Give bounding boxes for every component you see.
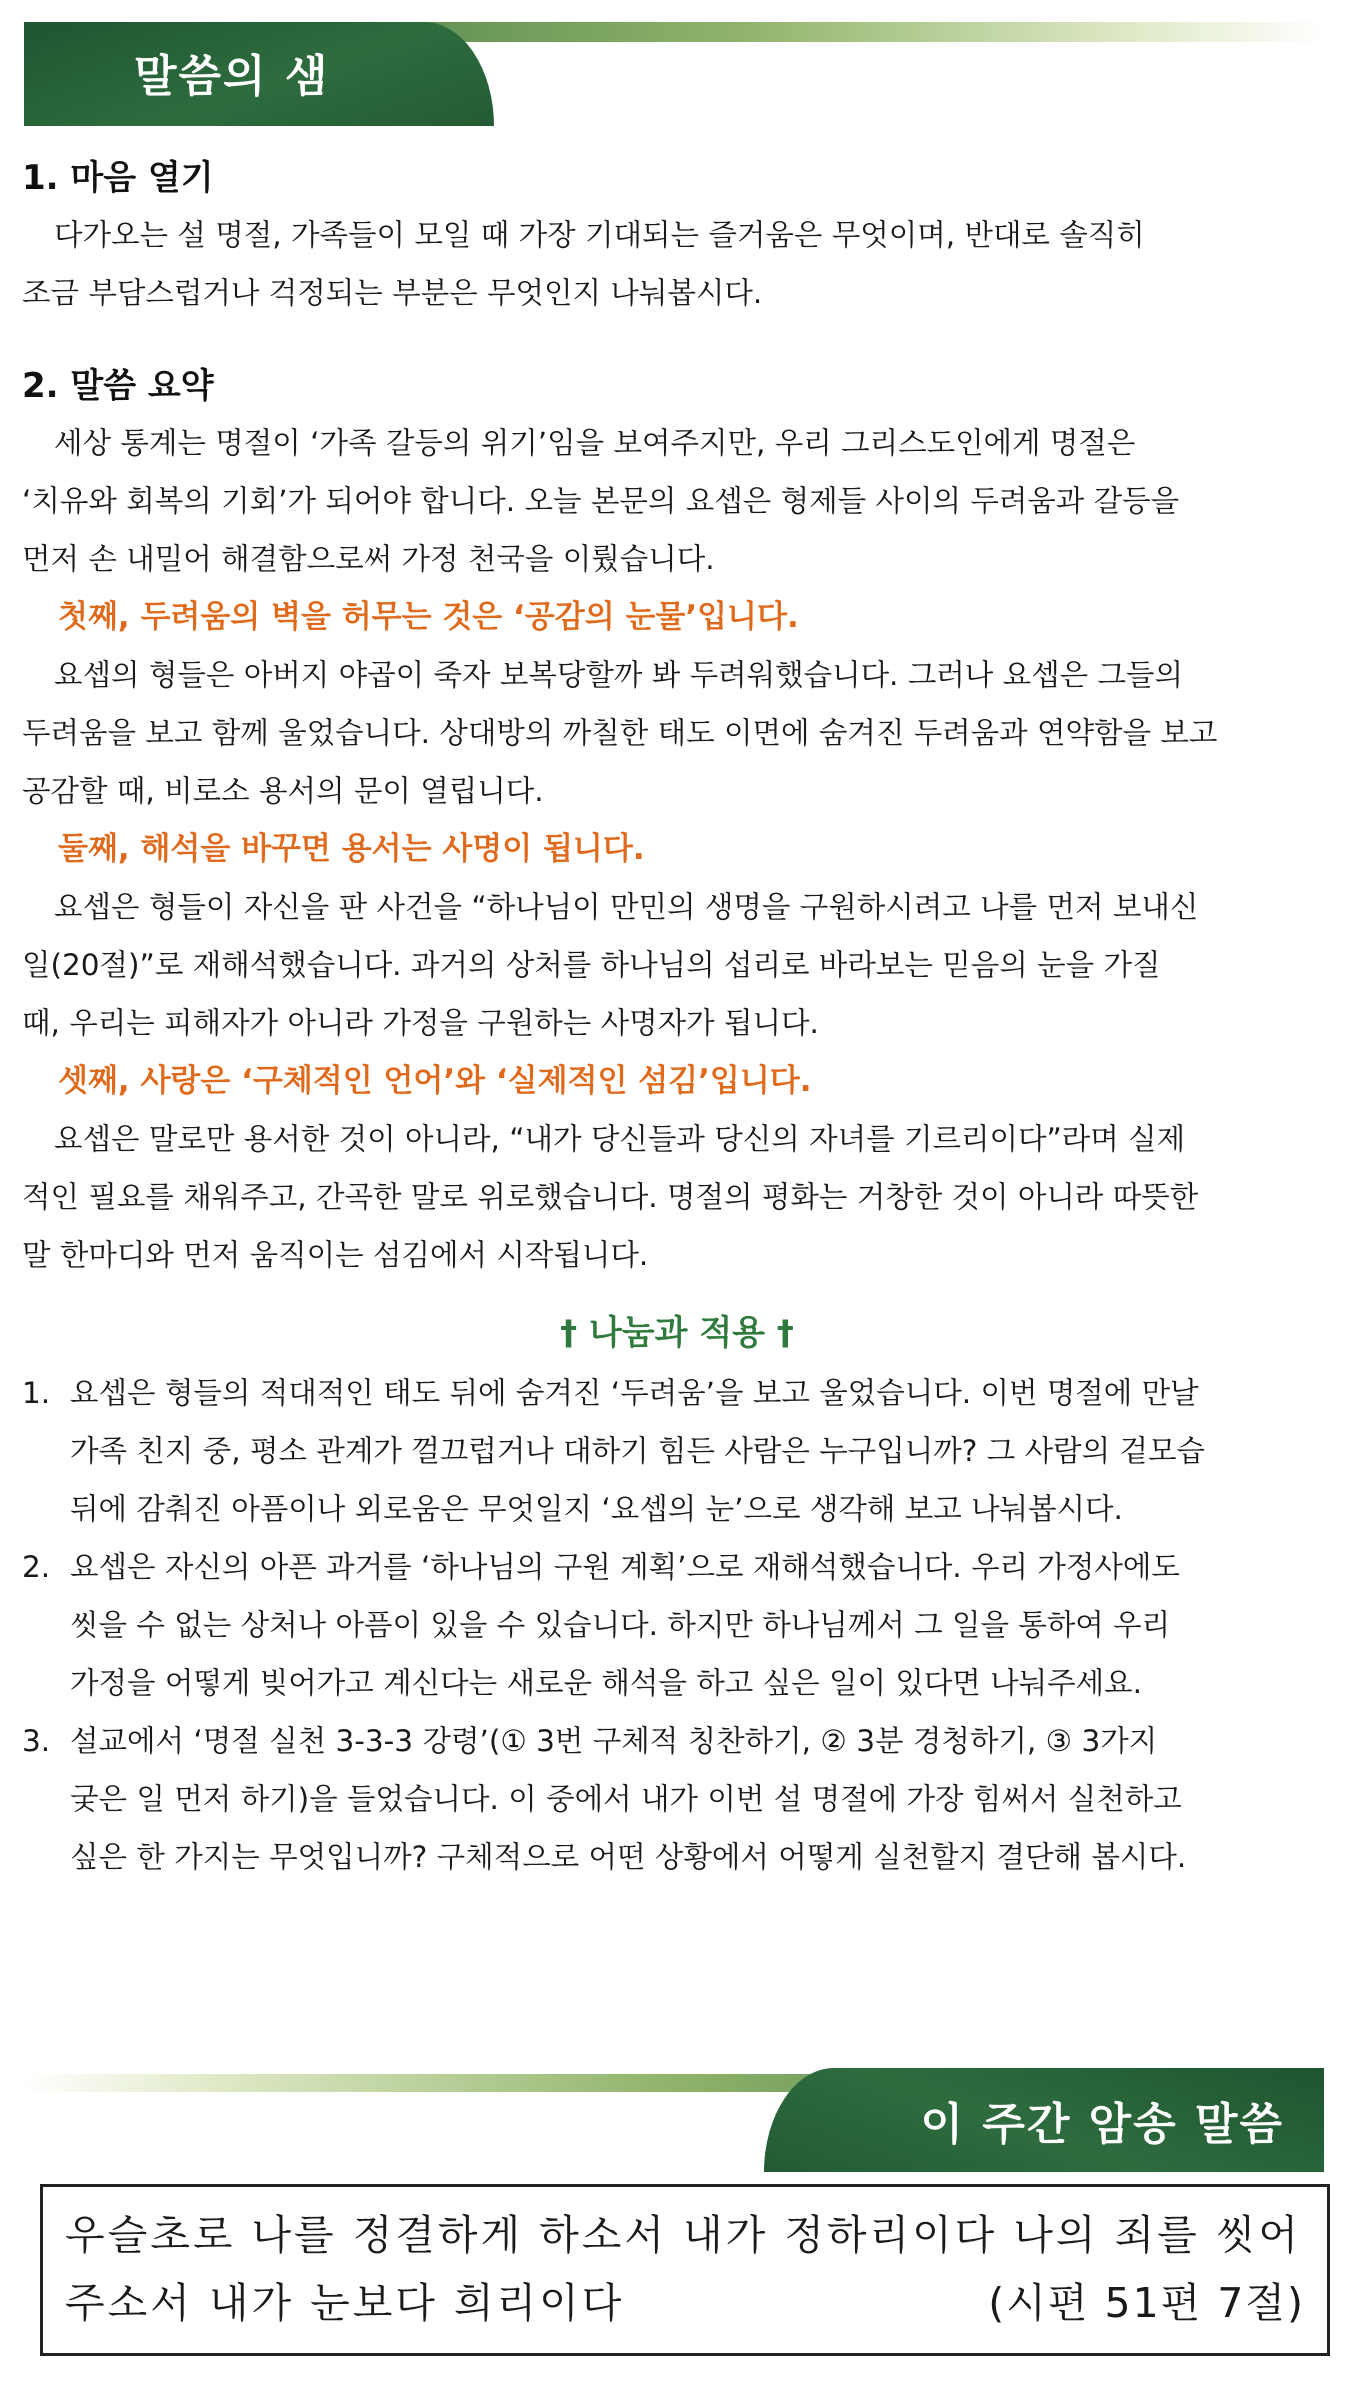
list-item — [22, 1538, 1332, 1712]
list-item — [22, 1712, 1332, 1886]
text-line: ‘치유와 회복의 기회’가 되어야 합니다. 오늘 본문의 요셉은 형제들 사이의 두려움과 갈등을 — [22, 484, 1180, 518]
text-line: 요셉은 말로만 용서한 것이 아니라, “내가 당신들과 당신의 자녀를 기르리이다”라며 실제 — [54, 1122, 1186, 1156]
page-title: 말씀의 샘 — [134, 51, 330, 102]
text-line: 요셉은 형들의 적대적인 태도 뒤에 숨겨진 ‘두려움’을 보고 울었습니다. 이번 명절에 만날 — [70, 1376, 1199, 1410]
question-number: 3. — [22, 1724, 51, 1758]
text-line: 조금 부담스럽거나 걱정되는 부분은 무엇인지 나눠봅시다. — [22, 276, 763, 310]
memory-verse-title: 이 주간 암송 말씀 — [920, 2099, 1284, 2150]
memory-verse-line-2-text: 주소서 내가 눈보다 희리이다 — [65, 2279, 625, 2327]
text-line: 궂은 일 먼저 하기)을 들었습니다. 이 중에서 내가 이번 설 명절에 가장 힘써서 실천하고 — [70, 1782, 1182, 1816]
point-2-body — [22, 878, 1332, 1052]
text-line: 요셉은 형들이 자신을 판 사건을 “하나님이 만민의 생명을 구원하시려고 나를 먼저 보내신 — [54, 890, 1199, 924]
text-line: 때, 우리는 피해자가 아니라 가정을 구원하는 사명자가 됩니다. — [22, 1006, 819, 1040]
text-line: 일(20절)”로 재해석했습니다. 과거의 상처를 하나님의 섭리로 바라보는 믿음의 눈을 가질 — [22, 948, 1161, 982]
section-2-title: 2. 말씀 요약 — [22, 366, 214, 406]
point-3-heading: 셋째, 사랑은 ‘구체적인 언어’와 ‘실제적인 섬김’입니다. — [58, 1063, 812, 1099]
memory-verse-banner — [24, 2068, 1324, 2172]
text-line: 가족 친지 중, 평소 관계가 껄끄럽거나 대하기 힘든 사람은 누구입니까? 그 사람의 겉모습 — [70, 1434, 1205, 1468]
text-line: 가정을 어떻게 빚어가고 계신다는 새로운 해석을 하고 싶은 일이 있다면 나눠주세요. — [70, 1666, 1143, 1700]
memory-banner-tab — [764, 2068, 1324, 2172]
header-banner — [24, 22, 1324, 126]
point-3-body — [22, 1110, 1332, 1284]
sharing-question-list — [22, 1364, 1332, 1886]
question-number: 1. — [22, 1376, 51, 1410]
memory-verse-line-1: 우슬초로 나를 정결하게 하소서 내가 정하리이다 나의 죄를 씻어 — [65, 2211, 1302, 2259]
text-line: 두려움을 보고 함께 울었습니다. 상대방의 까칠한 태도 이면에 숨겨진 두려움과 연약함을 보고 — [22, 716, 1218, 750]
question-number: 2. — [22, 1550, 51, 1584]
text-line: 싶은 한 가지는 무엇입니까? 구체적으로 어떤 상황에서 어떻게 실천할지 결단해 봅시다. — [70, 1840, 1187, 1874]
text-line: 뒤에 감춰진 아픔이나 외로움은 무엇일지 ‘요셉의 눈’으로 생각해 보고 나눠봅시다. — [70, 1492, 1123, 1526]
memory-verse-line-2 — [65, 2269, 1305, 2337]
point-2-heading: 둘째, 해석을 바꾸면 용서는 사명이 됩니다. — [58, 831, 645, 867]
main-content — [22, 150, 1332, 1886]
sharing-title: † 나눔과 적용 † — [560, 1313, 794, 1353]
text-line: 적인 필요를 채워주고, 간곡한 말로 위로했습니다. 명절의 평화는 거창한 것이 아니라 따뜻한 — [22, 1180, 1199, 1214]
list-item — [22, 1364, 1332, 1538]
text-line: 요셉은 자신의 아픈 과거를 ‘하나님의 구원 계획’으로 재해석했습니다. 우리 가정사에도 — [70, 1550, 1180, 1584]
point-1-body — [22, 646, 1332, 820]
text-line: 공감할 때, 비로소 용서의 문이 열립니다. — [22, 774, 544, 808]
header-banner-tab — [24, 22, 494, 126]
memory-verse-box — [40, 2184, 1330, 2356]
section-1-title: 1. 마음 열기 — [22, 158, 214, 198]
memory-verse-reference: (시편 51편 7절) — [988, 2279, 1305, 2327]
point-1-heading: 첫째, 두려움의 벽을 허무는 것은 ‘공감의 눈물’입니다. — [58, 599, 799, 635]
text-line: 말 한마디와 먼저 움직이는 섬김에서 시작됩니다. — [22, 1238, 649, 1272]
text-line: 먼저 손 내밀어 해결함으로써 가정 천국을 이뤘습니다. — [22, 542, 715, 576]
text-line: 세상 통계는 명절이 ‘가족 갈등의 위기’임을 보여주지만, 우리 그리스도인에게 명절은 — [54, 426, 1136, 460]
text-line: 씻을 수 없는 상처나 아픔이 있을 수 있습니다. 하지만 하나님께서 그 일을 통하여 우리 — [70, 1608, 1171, 1642]
text-line: 설교에서 ‘명절 실천 3-3-3 강령’(① 3번 구체적 칭찬하기, ② 3분 경청하기, ③ 3가지 — [70, 1724, 1158, 1758]
text-line: 요셉의 형들은 아버지 야곱이 죽자 보복당할까 봐 두려워했습니다. 그러나 요셉은 그들의 — [54, 658, 1184, 692]
text-line: 다가오는 설 명절, 가족들이 모일 때 가장 기대되는 즐거움은 무엇이며, 반대로 솔직히 — [54, 218, 1145, 252]
section-2-intro — [22, 414, 1332, 588]
section-1-body — [22, 206, 1332, 322]
